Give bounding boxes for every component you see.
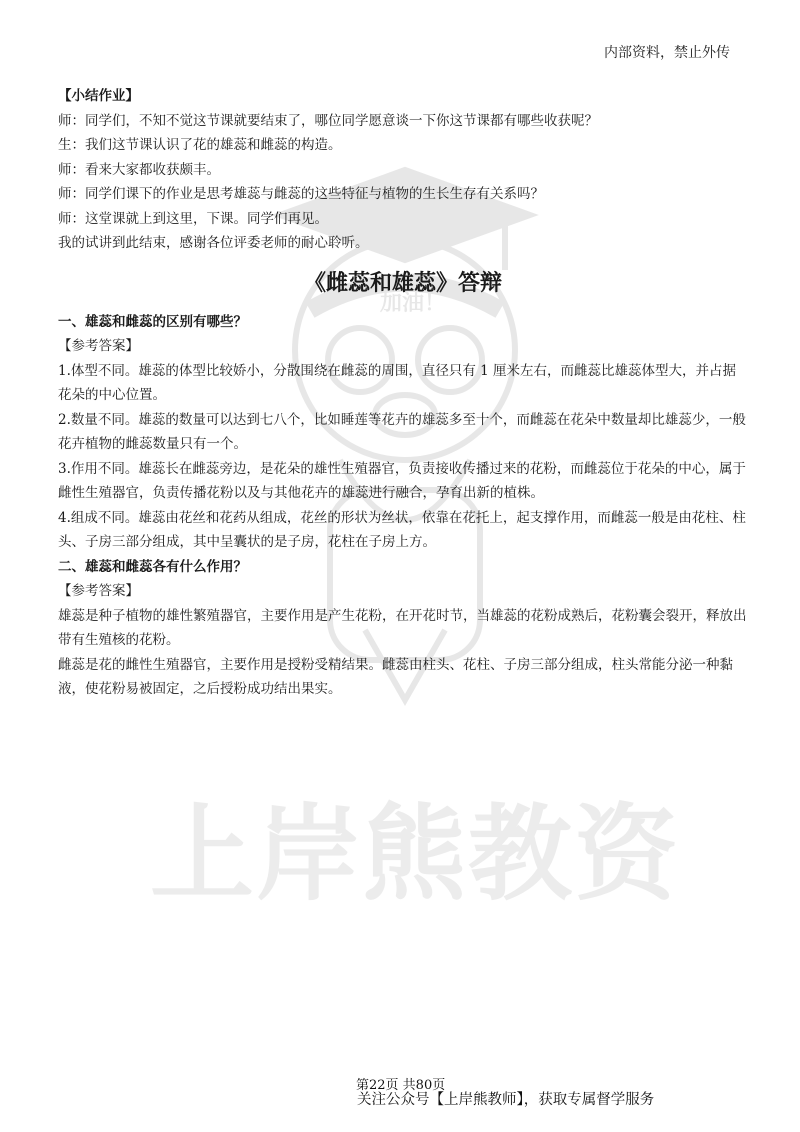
summary-line: 师：同学们课下的作业是思考雄蕊与雌蕊的这些特征与植物的生长生存有关系吗？ bbox=[58, 186, 544, 202]
main-content bbox=[58, 84, 748, 702]
summary-line: 师：这堂课就上到这里，下课。同学们再见。 bbox=[58, 210, 328, 227]
answer-point: 1.体型不同。雄蕊的体型比较娇小，分散围绕在雌蕊的周围，直径只有 1 厘米左右，而雌蕊比雄蕊体型大，并占据花朵的中心位置。 bbox=[58, 362, 737, 403]
answer-label-2: 【参考答案】 bbox=[58, 583, 139, 599]
watermark-text: 上岸熊教资 bbox=[150, 793, 681, 915]
summary-line: 生：我们这节课认识了花的雄蕊和雌蕊的构造。 bbox=[58, 137, 342, 153]
page-number: 第22页 共80页 bbox=[356, 1078, 446, 1093]
answer-point: 雄蕊是种子植物的雄性繁殖器官，主要作用是产生花粉，在开花时节，当雄蕊的花粉成熟后，花粉囊会裂开，释放出带有生殖核的花粉。 bbox=[58, 607, 747, 648]
answer-point: 雌蕊是花的雌性生殖器官，主要作用是授粉受精结果。雌蕊由柱头、花柱、子房三部分组成，柱头常能分泌一种黏液，使花粉易被固定，之后授粉成功结出果实。 bbox=[58, 656, 733, 697]
summary-heading: 【小结作业】 bbox=[58, 88, 139, 104]
summary-line: 师：同学们，不知不觉这节课就要结束了，哪位同学愿意谈一下你这节课都有哪些收获呢？ bbox=[58, 112, 598, 129]
answer-point: 2.数量不同。雄蕊的数量可以达到七八个，比如睡莲等花卉的雄蕊多至十个，而雌蕊在花朵中数量却比雄蕊少，一般花卉植物的雌蕊数量只有一个。 bbox=[58, 411, 746, 452]
answer-point: 3.作用不同。雄蕊长在雌蕊旁边，是花朵的雄性生殖器官，负责接收传播过来的花粉，而雌蕊位于花朵的中心，属于雌性生殖器官，负责传播花粉以及与其他花卉的雄蕊进行融合，孕育出新的植株。 bbox=[58, 460, 746, 501]
question-2: 二、雄蕊和雌蕊各有什么作用？ bbox=[58, 558, 247, 575]
defense-title: 《雌蕊和雄蕊》答辩 bbox=[303, 270, 502, 296]
summary-line: 师：看来大家都收获颇丰。 bbox=[58, 161, 220, 178]
footer-promo: 关注公众号【上岸熊教师】，获取专属督学服务 bbox=[357, 1092, 655, 1108]
confidential-note: 内部资料，禁止外传 bbox=[604, 45, 730, 61]
summary-line: 我的试讲到此结束，感谢各位评委老师的耐心聆听。 bbox=[58, 235, 369, 251]
answer-point: 4.组成不同。雄蕊由花丝和花药从组成，花丝的形状为丝状，依靠在花托上，起支撑作用，而雌蕊一般是由花柱、柱头、子房三部分组成，其中呈囊状的是子房，花柱在子房上方。 bbox=[58, 509, 746, 550]
mascot-lettering: 加油！ bbox=[380, 291, 447, 316]
answer-label-1: 【参考答案】 bbox=[58, 338, 139, 354]
question-1: 一、雄蕊和雌蕊的区别有哪些？ bbox=[58, 313, 247, 330]
